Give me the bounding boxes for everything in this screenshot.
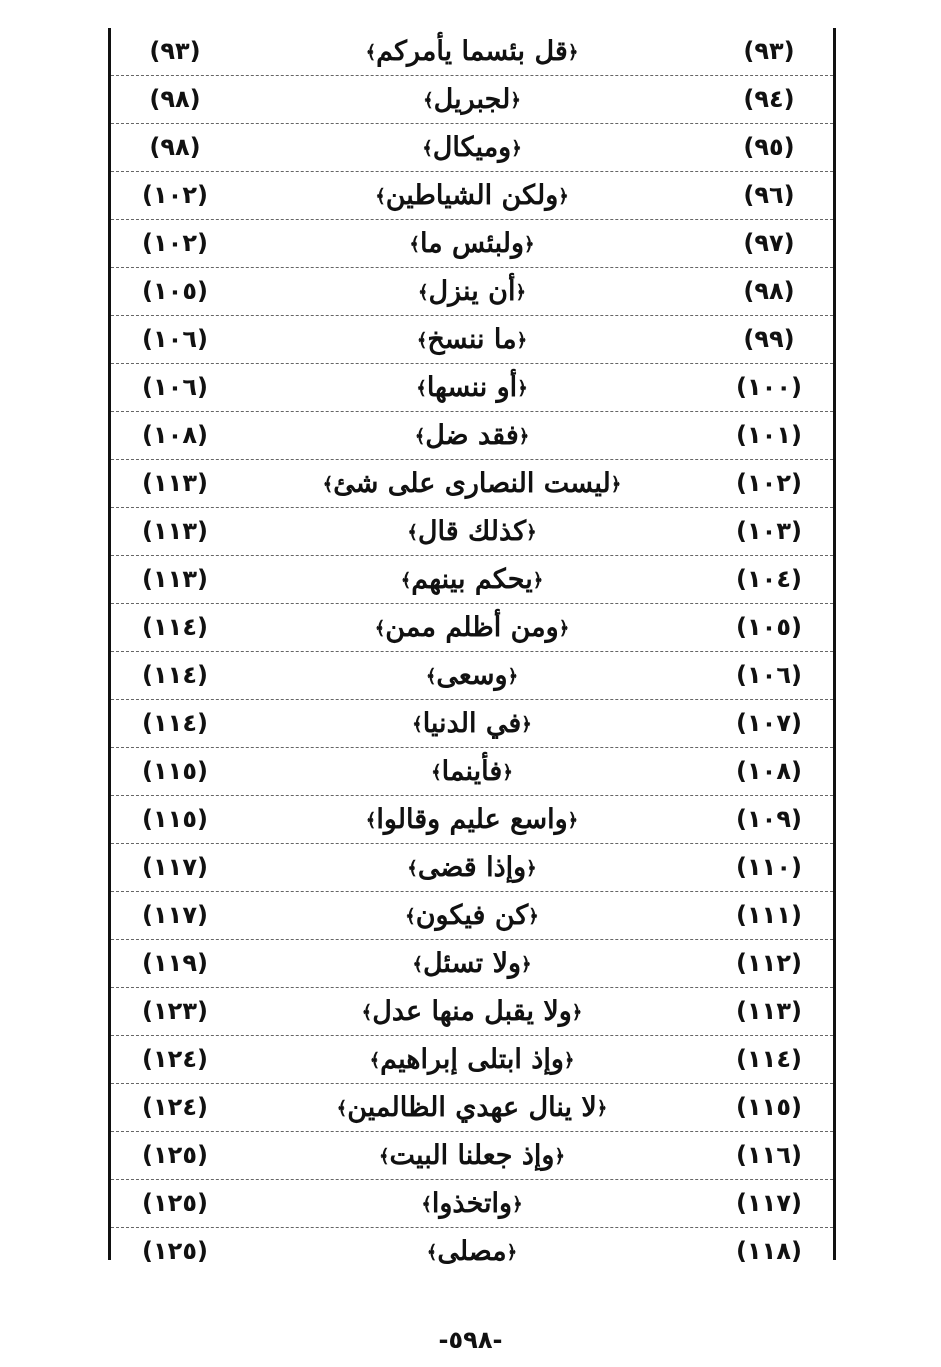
verse-index: (١١٥)	[736, 1093, 802, 1121]
page-ref: (١٠٦)	[142, 325, 208, 353]
verse-label: يحكم بينهم	[411, 564, 533, 595]
ornament-close-icon: ﴾	[431, 762, 442, 783]
verse-text	[231, 172, 713, 219]
page-ref: (١٢٥)	[142, 1237, 208, 1265]
verse-label: ليست النصارى على شئ	[333, 468, 611, 499]
page-ref: (١٠٦)	[142, 373, 208, 401]
verse-index: (٩٦)	[743, 181, 795, 209]
verse-label: ولكن الشياطين	[385, 180, 559, 211]
verse-index: (١١٨)	[736, 1237, 802, 1265]
ornament-open-icon: ﴿	[567, 810, 579, 831]
verse-text	[231, 940, 713, 987]
verse-index: (١٠٢)	[736, 469, 802, 497]
ornament-close-icon: ﴾	[412, 714, 423, 735]
ornament-close-icon: ﴾	[375, 186, 386, 207]
ornament-close-icon: ﴾	[322, 474, 334, 495]
page-ref: (١١٤)	[142, 613, 208, 641]
ornament-close-icon: ﴾	[418, 282, 429, 303]
ornament-close-icon: ﴾	[426, 1242, 438, 1263]
verse-index: (١١٣)	[736, 997, 802, 1025]
ornament-open-icon: ﴿	[610, 474, 622, 495]
verse-text	[231, 1036, 713, 1083]
table-row	[111, 268, 833, 316]
table-row	[111, 1084, 833, 1132]
ornament-open-icon: ﴿	[521, 714, 532, 735]
table-row	[111, 796, 833, 844]
page-ref: (١٠٢)	[142, 229, 208, 257]
table-row	[111, 940, 833, 988]
page-ref: (١٢٤)	[142, 1045, 208, 1073]
page-ref: (١١٣)	[142, 565, 208, 593]
table-row	[111, 460, 833, 508]
verse-index: (١٠٣)	[736, 517, 802, 545]
verse-text	[231, 988, 713, 1035]
table-row	[111, 172, 833, 220]
verse-text	[231, 1180, 713, 1227]
ornament-close-icon: ﴾	[423, 90, 434, 111]
ornament-open-icon: ﴿	[571, 1002, 583, 1023]
table-row	[111, 652, 833, 700]
page-ref: (١١٥)	[142, 757, 208, 785]
ornament-close-icon: ﴾	[414, 426, 426, 447]
ornament-close-icon: ﴾	[369, 1050, 381, 1071]
table-row	[111, 604, 833, 652]
table-row	[111, 844, 833, 892]
page-ref: (١١٧)	[142, 853, 208, 881]
page-ref: (١١٣)	[142, 469, 208, 497]
verse-text	[231, 316, 713, 363]
page-number: -٥٩٨-	[438, 1326, 503, 1354]
page-ref: (١٢٥)	[142, 1189, 208, 1217]
verse-label: ما ننسخ	[427, 324, 517, 355]
table-row	[111, 28, 833, 76]
index-table	[108, 28, 836, 1267]
verse-index: (١١٢)	[736, 949, 802, 977]
verse-label: قل بئسما يأمركم	[376, 36, 568, 67]
verse-text	[231, 748, 713, 795]
page-ref: (٩٨)	[149, 133, 201, 161]
verse-index: (١٠٧)	[736, 709, 802, 737]
ornament-open-icon: ﴿	[526, 858, 537, 879]
ornament-open-icon: ﴿	[563, 1050, 575, 1071]
verse-label: وسعى	[436, 660, 508, 691]
ornament-close-icon: ﴾	[365, 42, 377, 63]
ornament-open-icon: ﴿	[511, 138, 522, 159]
table-row	[111, 1036, 833, 1084]
ornament-open-icon: ﴿	[506, 1242, 518, 1263]
verse-index: (١١١)	[736, 901, 802, 929]
verse-text	[231, 652, 713, 699]
verse-text	[231, 28, 713, 75]
ornament-open-icon: ﴿	[528, 906, 539, 927]
verse-label: لجبريل	[433, 84, 511, 115]
page-ref: (١٢٣)	[142, 997, 208, 1025]
verse-label: في الدنيا	[422, 708, 522, 739]
verse-text	[231, 1084, 713, 1131]
ornament-close-icon: ﴾	[336, 1098, 348, 1119]
ornament-close-icon: ﴾	[422, 138, 433, 159]
page-ref: (١١٧)	[142, 901, 208, 929]
ornament-open-icon: ﴿	[526, 522, 537, 543]
verse-label: واتخذوا	[431, 1188, 513, 1219]
verse-index: (٩٨)	[743, 277, 795, 305]
page-ref: (١١٥)	[142, 805, 208, 833]
verse-index: (١٠٩)	[736, 805, 802, 833]
verse-index: (١٠١)	[736, 421, 802, 449]
table-row	[111, 988, 833, 1036]
ornament-close-icon: ﴾	[374, 618, 386, 639]
table-row	[111, 556, 833, 604]
page-ref: (١٠٨)	[142, 421, 208, 449]
page-ref: (١١٩)	[142, 949, 208, 977]
table-row	[111, 748, 833, 796]
table-row	[111, 700, 833, 748]
verse-index: (١١٧)	[736, 1189, 802, 1217]
ornament-close-icon: ﴾	[416, 330, 428, 351]
verse-label: ولبئس ما	[419, 228, 525, 259]
table-row	[111, 1132, 833, 1180]
verse-index: (٩٧)	[743, 229, 795, 257]
ornament-close-icon: ﴾	[412, 954, 423, 975]
verse-text	[231, 508, 713, 555]
verse-label: أن ينزل	[428, 276, 516, 307]
verse-text	[231, 1228, 713, 1275]
verse-text	[231, 460, 713, 507]
ornament-close-icon: ﴾	[405, 906, 416, 927]
verse-text	[231, 1132, 713, 1179]
verse-text	[231, 796, 713, 843]
verse-label: ولا تسئل	[422, 948, 522, 979]
table-row	[111, 412, 833, 460]
verse-text	[231, 844, 713, 891]
verse-label: مصلى	[437, 1236, 507, 1267]
page-ref: (١٢٤)	[142, 1093, 208, 1121]
ornament-open-icon: ﴿	[502, 762, 513, 783]
verse-index: (١٠٥)	[736, 613, 802, 641]
table-row	[111, 220, 833, 268]
verse-text	[231, 76, 713, 123]
verse-index: (١٠٠)	[736, 373, 802, 401]
page-ref: (١٠٢)	[142, 181, 208, 209]
verse-label: كن فيكون	[415, 900, 529, 931]
table-row	[111, 124, 833, 172]
verse-label: وإذا قضى	[417, 852, 527, 883]
ornament-open-icon: ﴿	[558, 618, 570, 639]
ornament-close-icon: ﴾	[407, 858, 418, 879]
ornament-open-icon: ﴿	[524, 234, 535, 255]
verse-text	[231, 364, 713, 411]
ornament-open-icon: ﴿	[510, 90, 521, 111]
ornament-close-icon: ﴾	[425, 666, 437, 687]
page-ref: (١١٤)	[142, 709, 208, 737]
verse-index: (١١٤)	[736, 1045, 802, 1073]
verse-label: لا ينال عهدي الظالمين	[347, 1092, 597, 1123]
ornament-close-icon: ﴾	[407, 522, 418, 543]
table-row	[111, 316, 833, 364]
verse-text	[231, 556, 713, 603]
ornament-open-icon: ﴿	[558, 186, 569, 207]
ornament-open-icon: ﴿	[596, 1098, 608, 1119]
table-row	[111, 76, 833, 124]
ornament-open-icon: ﴿	[567, 42, 579, 63]
verse-label: أو ننسها	[426, 372, 518, 403]
ornament-close-icon: ﴾	[361, 1002, 373, 1023]
page-ref: (١١٣)	[142, 517, 208, 545]
verse-index: (١٠٤)	[736, 565, 802, 593]
verse-text	[231, 604, 713, 651]
page-ref: (١٢٥)	[142, 1141, 208, 1169]
ornament-open-icon: ﴿	[518, 426, 530, 447]
verse-index: (٩٩)	[743, 325, 795, 353]
verse-text	[231, 892, 713, 939]
page-ref: (١١٤)	[142, 661, 208, 689]
verse-text	[231, 700, 713, 747]
ornament-open-icon: ﴿	[507, 666, 519, 687]
page-ref: (١٠٥)	[142, 277, 208, 305]
ornament-close-icon: ﴾	[416, 378, 427, 399]
ornament-open-icon: ﴿	[554, 1146, 566, 1167]
verse-text	[231, 412, 713, 459]
verse-index: (٩٣)	[743, 37, 795, 65]
verse-label: ولا يقبل منها عدل	[372, 996, 572, 1027]
table-row	[111, 892, 833, 940]
table-row	[111, 1180, 833, 1228]
verse-label: وإذ جعلنا البيت	[389, 1140, 555, 1171]
ornament-open-icon: ﴿	[512, 1194, 523, 1215]
verse-index: (٩٤)	[743, 85, 795, 113]
table-row	[111, 508, 833, 556]
ornament-open-icon: ﴿	[515, 282, 526, 303]
verse-text	[231, 268, 713, 315]
ornament-close-icon: ﴾	[400, 570, 412, 591]
verse-label: فأينما	[441, 756, 503, 787]
verse-index: (١٠٨)	[736, 757, 802, 785]
verse-label: واسع عليم وقالوا	[376, 804, 568, 835]
ornament-close-icon: ﴾	[409, 234, 420, 255]
verse-label: فقد ضل	[425, 420, 519, 451]
ornament-open-icon: ﴿	[517, 378, 528, 399]
ornament-open-icon: ﴿	[532, 570, 544, 591]
ornament-close-icon: ﴾	[365, 810, 377, 831]
verse-index: (١٠٦)	[736, 661, 802, 689]
verse-label: ومن أظلم ممن	[385, 612, 559, 643]
page-ref: (٩٣)	[149, 37, 201, 65]
verse-text	[231, 220, 713, 267]
ornament-open-icon: ﴿	[521, 954, 532, 975]
verse-label: وإذ ابتلى إبراهيم	[380, 1044, 564, 1075]
ornament-close-icon: ﴾	[378, 1146, 390, 1167]
ornament-open-icon: ﴿	[516, 330, 528, 351]
table-row	[111, 364, 833, 412]
ornament-close-icon: ﴾	[421, 1194, 432, 1215]
verse-text	[231, 124, 713, 171]
verse-index: (١١٠)	[736, 853, 802, 881]
verse-label: كذلك قال	[417, 516, 527, 547]
page-ref: (٩٨)	[149, 85, 201, 113]
verse-index: (٩٥)	[743, 133, 795, 161]
verse-index: (١١٦)	[736, 1141, 802, 1169]
table-row	[111, 1228, 833, 1276]
verse-label: وميكال	[432, 132, 512, 163]
